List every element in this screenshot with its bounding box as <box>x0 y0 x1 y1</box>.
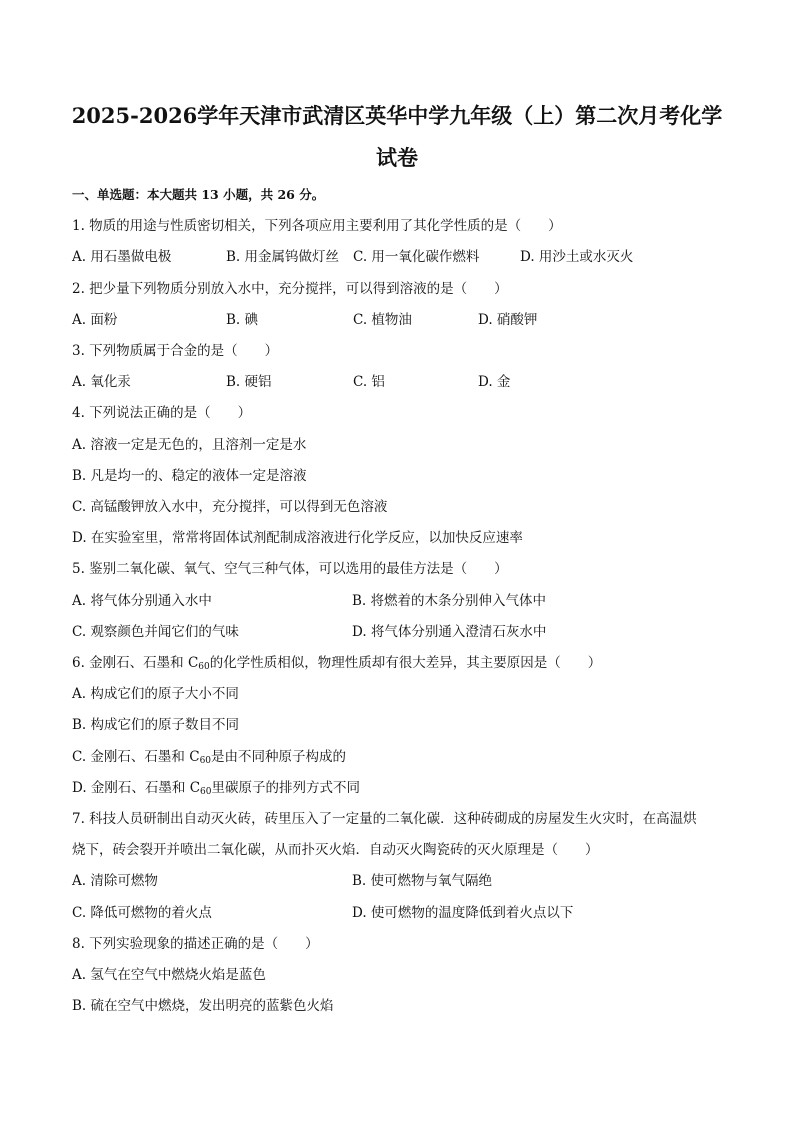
question-1-option-d: D. 用沙土或水灭火 <box>520 249 634 265</box>
question-6-option-b: B. 构成它们的原子数目不同 <box>72 717 240 733</box>
question-6-option-d-text: D. 金刚石、石墨和 C <box>72 780 201 796</box>
question-5-option-d: D. 将气体分别通入澄清石灰水中 <box>352 624 547 640</box>
question-5-option-a: A. 将气体分别通入水中 <box>72 593 212 609</box>
question-7-stem-continued: 烧下，砖会裂开并喷出二氧化碳，从而扑灭火焰．自动灭火陶瓷砖的灭火原理是（ ） <box>72 842 599 858</box>
question-6-option-c-text: C. 金刚石、石墨和 C <box>72 749 200 765</box>
question-6-option-d <box>72 778 360 798</box>
question-8-option-a: A. 氢气在空气中燃烧火焰是蓝色 <box>72 967 266 983</box>
question-6-option-d-text-end: 里碳原子的排列方式不同 <box>211 780 360 796</box>
subscript-60: 60 <box>199 756 212 766</box>
question-7-option-b: B. 使可燃物与氧气隔绝 <box>352 873 493 889</box>
question-6-stem-text: 6. 金刚石、石墨和 C <box>72 655 199 671</box>
question-3-option-c: C. 铝 <box>353 374 385 390</box>
subscript-60: 60 <box>200 787 212 797</box>
question-2-stem: 2. 把少量下列物质分别放入水中，充分搅拌，可以得到溶液的是（ ） <box>72 281 508 297</box>
question-4-option-b: B. 凡是均一的、稳定的液体一定是溶液 <box>72 468 307 484</box>
question-2-option-d: D. 硝酸钾 <box>478 312 538 328</box>
question-1-stem: 1. 物质的用途与性质密切相关，下列各项应用主要利用了其化学性质的是（ ） <box>72 218 562 234</box>
question-1-option-a: A. 用石墨做电极 <box>72 249 172 265</box>
question-1-option-c: C. 用一氧化碳作燃料 <box>353 249 480 265</box>
question-2-option-c: C. 植物油 <box>353 312 412 328</box>
question-4-option-c: C. 高锰酸钾放入水中，充分搅拌，可以得到无色溶液 <box>72 499 388 515</box>
question-8-option-b: B. 硫在空气中燃烧，发出明亮的蓝紫色火焰 <box>72 998 334 1014</box>
subscript-60: 60 <box>198 662 210 672</box>
question-3-option-d: D. 金 <box>478 374 511 390</box>
question-6-option-c <box>72 747 346 767</box>
question-4-option-d: D. 在实验室里，常常将固体试剂配制成溶液进行化学反应，以加快反应速率 <box>72 530 523 546</box>
question-7-option-c: C. 降低可燃物的着火点 <box>72 905 212 921</box>
question-6-stem <box>72 653 601 673</box>
question-2-option-a: A. 面粉 <box>72 312 118 328</box>
question-2-option-b: B. 碘 <box>226 312 259 328</box>
question-6-option-a: A. 构成它们的原子大小不同 <box>72 686 239 702</box>
question-3-stem: 3. 下列物质属于合金的是（ ） <box>72 343 279 359</box>
question-7-option-d: D. 使可燃物的温度降低到着火点以下 <box>352 905 574 921</box>
question-5-option-c: C. 观察颜色并闻它们的气味 <box>72 624 239 640</box>
question-3-option-b: B. 硬铝 <box>226 374 272 390</box>
question-3-option-a: A. 氧化汞 <box>72 374 131 390</box>
question-4-stem: 4. 下列说法正确的是（ ） <box>72 405 252 421</box>
question-5-stem: 5. 鉴别二氧化碳、氧气、空气三种气体，可以选用的最佳方法是（ ） <box>72 561 508 577</box>
question-7-option-a: A. 清除可燃物 <box>72 873 158 889</box>
section-heading: 一、单选题：本大题共 13 小题，共 26 分。 <box>72 187 325 202</box>
question-6-stem-text-end: 的化学性质相似，物理性质却有很大差异，其主要原因是（ ） <box>209 655 602 671</box>
question-6-option-c-text-end: 是由不同种原子构成的 <box>211 749 347 765</box>
question-7-stem: 7. 科技人员研制出自动灭火砖，砖里压入了一定量的二氧化碳．这种砖砌成的房屋发生火灾时，在高温烘 <box>72 811 697 827</box>
question-5-option-b: B. 将燃着的木条分别伸入气体中 <box>352 593 547 609</box>
exam-title: 2025-2026学年天津市武清区英华中学九年级（上）第二次月考化学 <box>71 103 723 128</box>
question-4-option-a: A. 溶液一定是无色的，且溶剂一定是水 <box>72 437 307 453</box>
question-1-option-b: B. 用金属钨做灯丝 <box>226 249 340 265</box>
exam-title-continued: 试卷 <box>376 145 418 170</box>
question-8-stem: 8. 下列实验现象的描述正确的是（ ） <box>72 936 319 952</box>
